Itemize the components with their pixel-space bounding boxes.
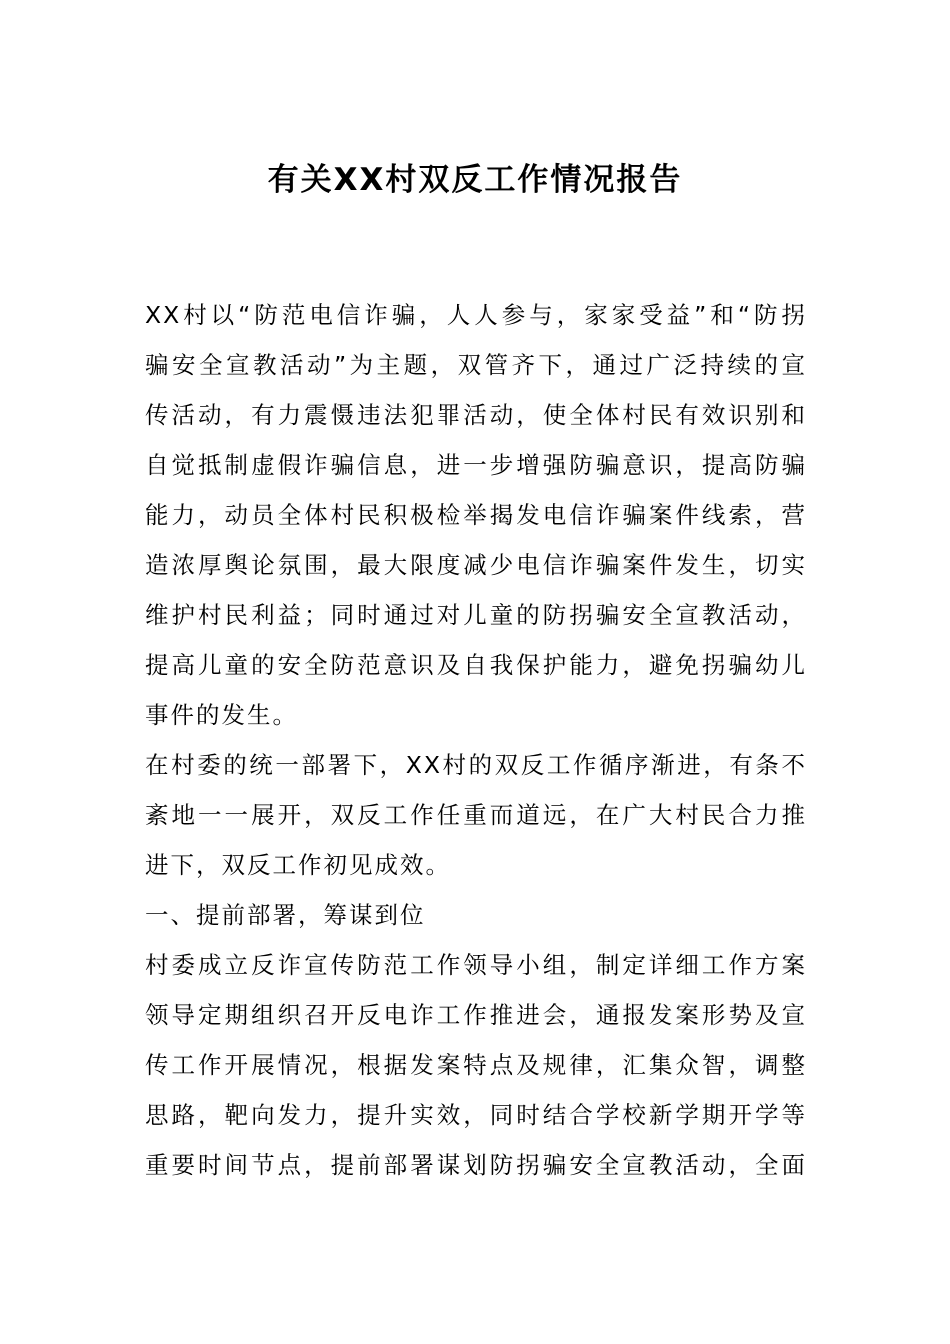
text-line: 紊地一一展开，双反工作任重而道远，在广大村民合力推 <box>145 801 807 829</box>
text-line: 提高儿童的安全防范意识及自我保护能力，避免拐骗幼儿 <box>145 651 807 679</box>
text-line: 重要时间节点，提前部署谋划防拐骗安全宣教活动，全面 <box>145 1151 807 1179</box>
paragraph-progress <box>145 740 807 890</box>
text-line: 维护村民利益；同时通过对儿童的防拐骗安全宣教活动， <box>145 601 807 629</box>
document-title: 有关XX村双反工作情况报告 <box>267 162 683 198</box>
text-line: 造浓厚舆论氛围，最大限度减少电信诈骗案件发生，切实 <box>145 551 807 579</box>
paragraph-planning <box>145 940 807 1190</box>
text-line: 村委成立反诈宣传防范工作领导小组，制定详细工作方案 <box>145 951 807 979</box>
section-heading <box>145 890 807 940</box>
text-line: 事件的发生。 <box>145 701 298 729</box>
text-line: 一、提前部署，筹谋到位 <box>145 901 426 929</box>
text-line: XX村以“防范电信诈骗，人人参与，家家受益”和“防拐 <box>145 301 807 329</box>
text-line: 传活动，有力震慑违法犯罪活动，使全体村民有效识别和 <box>145 401 807 429</box>
text-line: 进下，双反工作初见成效。 <box>145 851 451 879</box>
paragraph-intro <box>145 290 807 740</box>
text-line: 骗安全宣教活动”为主题，双管齐下，通过广泛持续的宣 <box>145 351 807 379</box>
text-line: 在村委的统一部署下，XX村的双反工作循序渐进，有条不 <box>145 751 807 779</box>
text-line: 能力，动员全体村民积极检举揭发电信诈骗案件线索，营 <box>145 501 807 529</box>
text-line: 自觉抵制虚假诈骗信息，进一步增强防骗意识，提高防骗 <box>145 451 807 479</box>
text-line: 思路，靶向发力，提升实效，同时结合学校新学期开学等 <box>145 1101 807 1129</box>
text-line: 领导定期组织召开反电诈工作推进会，通报发案形势及宣 <box>145 1001 807 1029</box>
document-body <box>145 290 807 1190</box>
text-line: 传工作开展情况，根据发案特点及规律，汇集众智，调整 <box>145 1051 807 1079</box>
